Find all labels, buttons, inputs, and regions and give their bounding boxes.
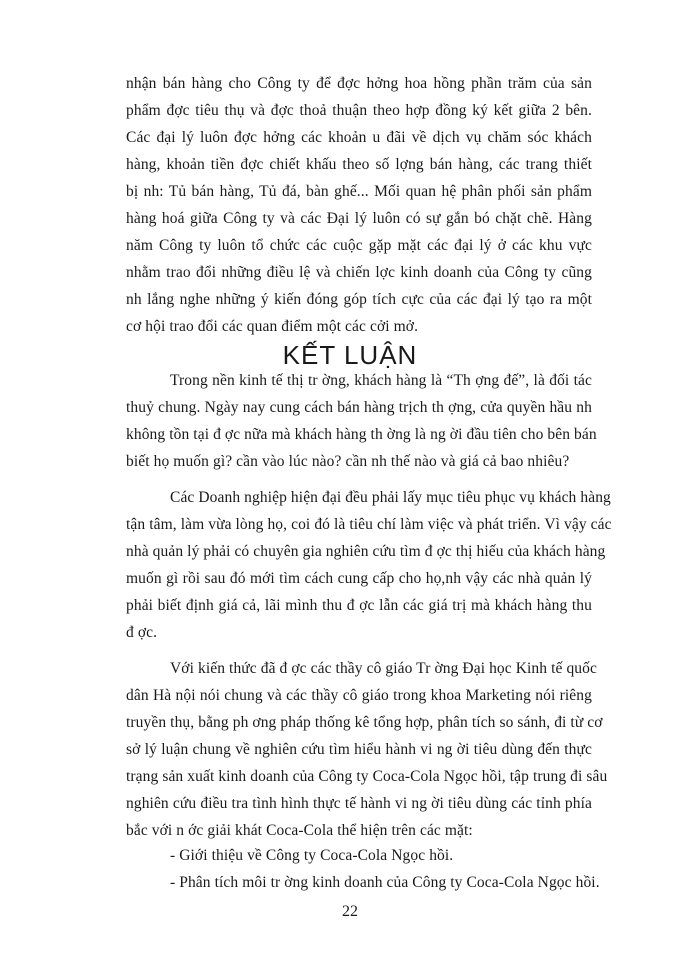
text-line: biết họ muốn gì? cần vào lúc nào? cần nh thế nào và giá cả bao nhiêu?: [126, 453, 570, 470]
text-line: cơ hội trao đổi các quan điểm một các cởi mở.: [126, 318, 419, 335]
page-number: 22: [342, 903, 358, 920]
text-line: đ ợc.: [126, 624, 158, 641]
text-line: hàng, khoản tiền đợc chiết khấu theo số lợng bán hàng, các trang thiết: [126, 156, 592, 173]
text-line: sở lý luận chung về nghiên cứu tìm hiểu hành vi ng ời tiêu dùng đến thực: [126, 741, 592, 758]
text-line: phẩm đợc tiêu thụ và đợc thoả thuận theo hợp đồng ký kết giữa 2 bên.: [126, 102, 592, 119]
text-line: nghiên cứu điều tra tình hình thực tế hành vi ng ời tiêu dùng các tỉnh phía: [126, 795, 592, 812]
text-line: thuỷ chung. Ngày nay cung cách bán hàng trịch th ợng, cửa quyền hầu nh: [126, 399, 592, 416]
text-line: nhận bán hàng cho Công ty để đợc hởng hoa hồng phần trăm của sản: [126, 75, 592, 92]
text-line: Các đại lý luôn đợc hởng các khoản u đãi về dịch vụ chăm sóc khách: [126, 129, 592, 146]
text-line: năm Công ty luôn tổ chức các cuộc gặp mặt các đại lý ở các khu vực: [126, 237, 592, 254]
text-line: muốn gì rồi sau đó mới tìm cách cung cấp cho họ,nh vậy các nhà quản lý: [126, 570, 592, 587]
text-line: không tồn tại đ ợc nữa mà khách hàng th ờng là ng ời đầu tiên cho bên bán: [126, 426, 597, 443]
list-item: - Giới thiệu về Công ty Coca-Cola Ngọc hồi.: [170, 847, 454, 864]
text-line: tận tâm, làm vừa lòng họ, coi đó là tiêu chí làm việc và phát triển. Vì vậy các: [126, 516, 612, 533]
list-item: - Phân tích môi tr ờng kinh doanh của Công ty Coca-Cola Ngọc hồi.: [170, 874, 600, 891]
text-line: bắc với n ớc giải khát Coca-Cola thể hiện trên các mặt:: [126, 822, 473, 839]
text-line: dân Hà nội nói chung và các thầy cô giáo trong khoa Marketing nói riêng: [126, 687, 592, 704]
text-line: phải biết định giá cả, lãi mình thu đ ợc lẫn các giá trị mà khách hàng thu: [126, 597, 592, 614]
text-line: nh lắng nghe những ý kiến đóng góp tích cực của các đại lý tạo ra một: [126, 291, 592, 308]
text-line: trạng sản xuất kinh doanh của Công ty Coca-Cola Ngọc hồi, tập trung đi sâu: [126, 768, 608, 785]
text-line: Các Doanh nghiệp hiện đại đều phải lấy mục tiêu phục vụ khách hàng: [170, 489, 611, 506]
text-line: Trong nền kinh tế thị tr ờng, khách hàng là “Th ợng đế”, là đối tác: [170, 372, 592, 389]
section-heading: KẾT LUẬN: [282, 340, 418, 370]
text-line: nhằm trao đổi những điều lệ và chiến lợc kinh doanh của Công ty cũng: [126, 264, 592, 281]
text-line: nhà quản lý phải có chuyên gia nghiên cứu tìm đ ợc thị hiếu của khách hàng: [126, 543, 606, 560]
text-line: hàng hoá giữa Công ty và các Đại lý luôn có sự gắn bó chặt chẽ. Hàng: [126, 210, 592, 227]
text-line: bị nh: Tủ bán hàng, Tủ đá, bàn ghế... Mối quan hệ phân phối sản phẩm: [126, 183, 592, 200]
text-line: truyền thụ, bằng ph ơng pháp thống kê tổng hợp, phân tích so sánh, đi từ cơ: [126, 714, 603, 731]
text-line: Với kiến thức đã đ ợc các thầy cô giáo Tr ờng Đại học Kinh tế quốc: [170, 660, 597, 677]
